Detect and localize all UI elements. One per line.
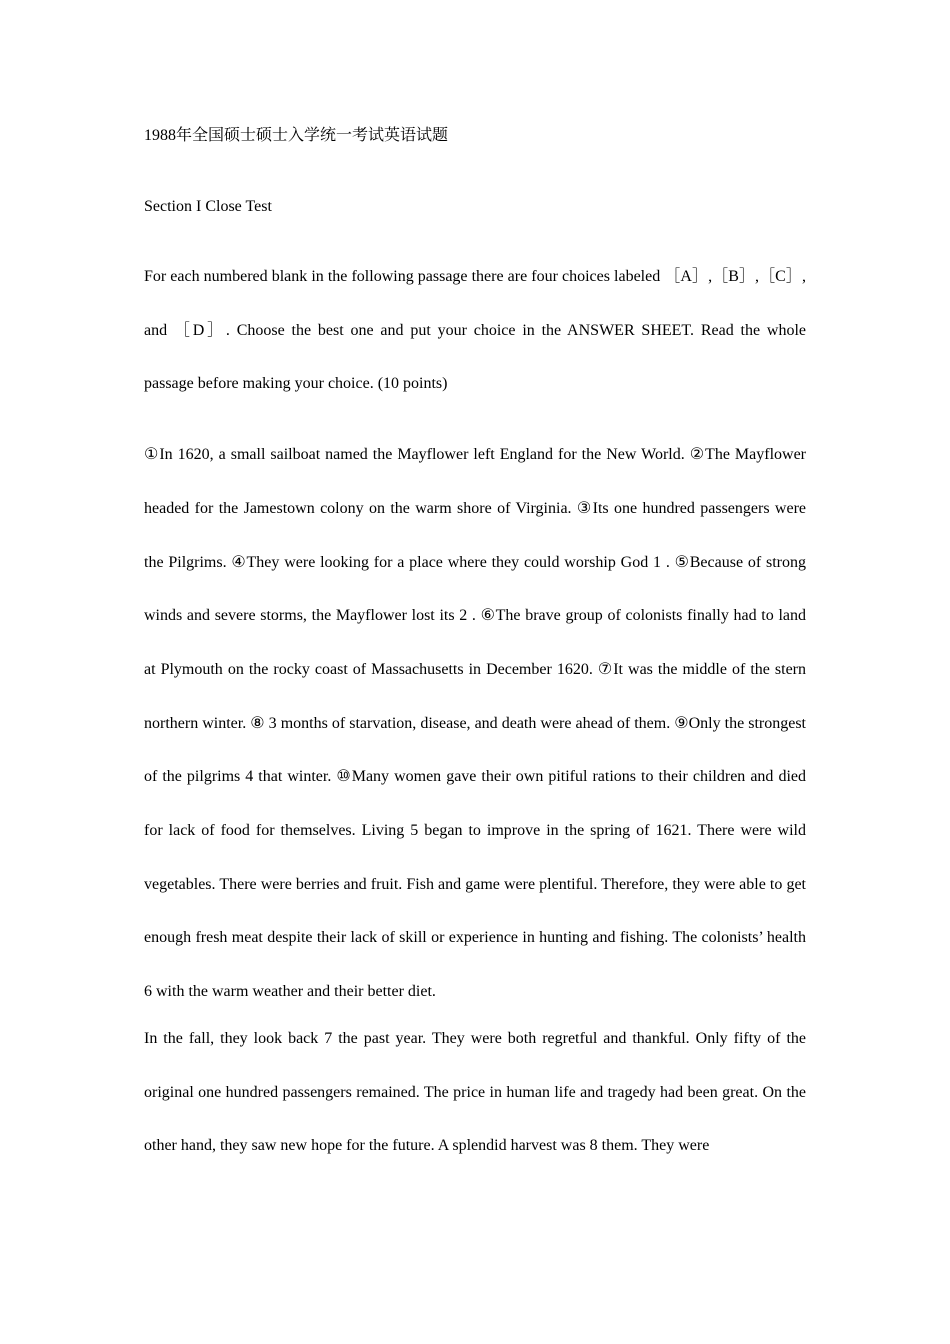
document-title: 1988年全国硕士硕士入学统一考试英语试题: [144, 127, 449, 144]
document-content: [144, 124, 806, 1173]
section-heading: Section I Close Test: [144, 198, 272, 215]
instructions-paragraph: For each numbered blank in the following passage there are four choices labeled ［A］,［B］,［C］, and ［D］. Choose the best one and put your choice in the ANSWER SHEET. Read the whole passage before making your choice. (10 points): [144, 268, 806, 393]
passage-paragraph-1: ①In 1620, a small sailboat named the Mayflower left England for the New World. ②The Mayflower headed for the Jamestown colony on the warm shore of Virginia. ③Its one hundred passengers were the Pilgrims. ④They were looking for a place where they could worship God 1 . ⑤Because of strong winds and severe storms, the Mayflower lost its 2 . ⑥The brave group of colonists finally had to land at Plymouth on the rocky coast of Massachusetts in December 1620. ⑦It was the middle of the stern northern winter. ⑧ 3 months of starvation, disease, and death were ahead of them. ⑨Only the strongest of the pilgrims 4 that winter. ⑩Many women gave their own pitiful rations to their children and died for lack of food for themselves. Living 5 began to improve in the spring of 1621. There were wild vegetables. There were berries and fruit. Fish and game were plentiful. Therefore, they were able to get enough fresh meat despite their lack of skill or experience in hunting and fishing. The colonists’ health 6 with the warm weather and their better diet.: [144, 446, 806, 1001]
passage-paragraph-2: In the fall, they look back 7 the past year. They were both regretful and thankful. Only fifty of the original one hundred passengers remained. The price in human life and tragedy had been great. On the other hand, they saw new hope for the future. A splendid harvest was 8 them. They were: [144, 1029, 806, 1155]
